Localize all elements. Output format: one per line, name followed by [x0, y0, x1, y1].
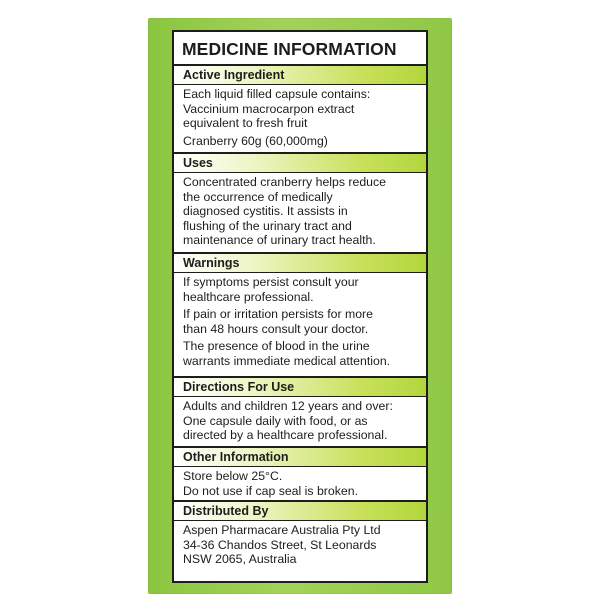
section-body-active-ingredient	[174, 84, 426, 154]
text-line: Concentrated cranberry helps reduce	[183, 175, 387, 189]
paragraph	[183, 523, 426, 567]
text-line: the occurrence of medically	[183, 189, 333, 204]
text-line: warrants immediate medical attention.	[183, 353, 391, 368]
paragraph	[183, 134, 426, 149]
text-line: 34-36 Chandos Street, St Leonards	[183, 537, 377, 552]
text-line: If symptoms persist consult your	[183, 275, 359, 289]
text-line: Adults and children 12 years and over:	[183, 399, 393, 413]
section-heading-uses: Uses	[174, 152, 426, 172]
text-line: healthcare professional.	[183, 289, 314, 304]
section-heading-warnings: Warnings	[174, 252, 426, 272]
text-line: maintenance of urinary tract health.	[183, 233, 376, 248]
text-line: Aspen Pharmacare Australia Pty Ltd	[183, 523, 381, 537]
paragraph	[183, 399, 426, 443]
text-line: flushing of the urinary tract and	[183, 218, 352, 233]
section-body-warnings	[174, 272, 426, 378]
text-line: Vaccinium macrocarpon extract	[183, 101, 355, 116]
section-body-uses	[174, 172, 426, 258]
section-heading-distributed-by: Distributed By	[174, 500, 426, 520]
text-line: Cranberry 60g (60,000mg)	[183, 133, 328, 148]
section-body-directions	[174, 396, 426, 452]
text-line: diagnosed cystitis. It assists in	[183, 204, 348, 219]
section-heading-active-ingredient: Active Ingredient	[174, 64, 426, 84]
text-line: directed by a healthcare professional.	[183, 428, 388, 443]
paragraph	[183, 469, 426, 498]
text-line: The presence of blood in the urine	[183, 339, 370, 354]
text-line: If pain or irritation persists for more	[183, 307, 373, 322]
paragraph	[183, 307, 426, 336]
paragraph	[183, 175, 426, 248]
text-line: One capsule daily with food, or as	[183, 413, 368, 428]
section-body-distributed-by	[174, 520, 426, 580]
text-line: Do not use if cap seal is broken.	[183, 483, 358, 498]
paragraph	[183, 275, 426, 304]
medicine-information-panel	[172, 30, 428, 583]
text-line: NSW 2065, Australia	[183, 552, 297, 567]
text-line: Store below 25°C.	[183, 469, 283, 483]
panel-title: MEDICINE INFORMATION	[182, 39, 397, 59]
section-heading-directions: Directions For Use	[174, 376, 426, 396]
text-line: equivalent to fresh fruit	[183, 116, 308, 131]
paragraph	[183, 87, 426, 131]
text-line: than 48 hours consult your doctor.	[183, 321, 369, 336]
text-line: Each liquid filled capsule contains:	[183, 87, 371, 101]
paragraph	[183, 339, 426, 368]
section-heading-other-information: Other Information	[174, 446, 426, 466]
